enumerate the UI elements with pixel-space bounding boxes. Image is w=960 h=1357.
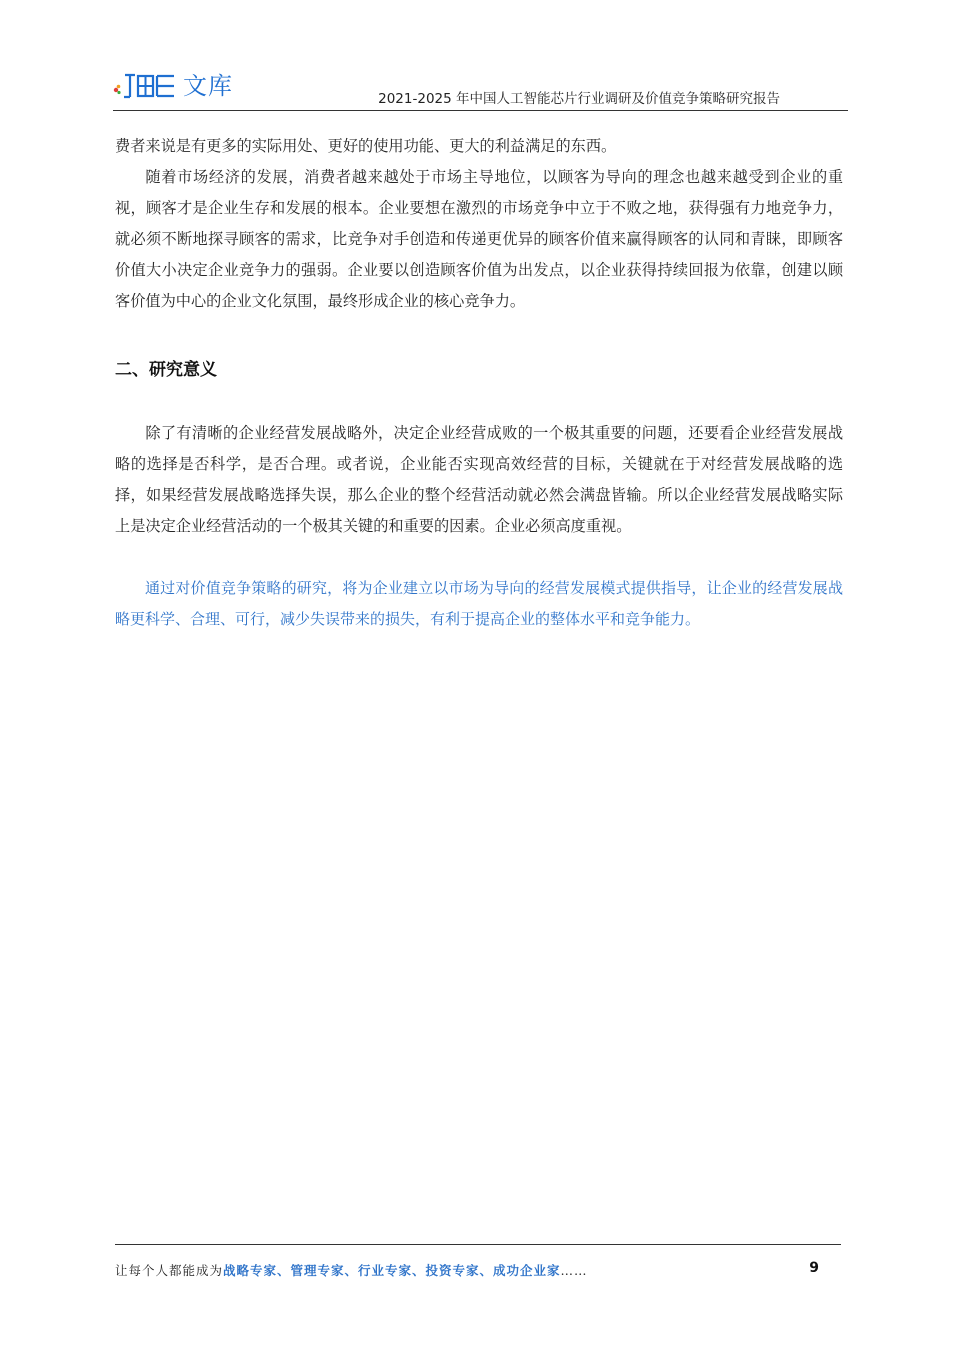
paragraph-customer-value: 随着市场经济的发展，消费者越来越处于市场主导地位，以顾客为导向的理念也越来越受到企业的重视，顾客才是企业生存和发展的根本。企业要想在激烈的市场竞争中立于不败之地，获得强有力地竞争力，就必须不断地探寻顾客的需求，比竞争对手创造和传递更优异的顾客价值来赢得顾客的认同和青睐，即顾客价值大小决定企业竞争力的强弱。企业要以创造顾客价值为出发点，以企业获得持续回报为依靠，创建以顾客价值为中心的企业文化氛围，最终形成企业的核心竞争力。	[115, 168, 843, 310]
paragraph-continuation: 费者来说是有更多的实际用处、更好的使用功能、更大的利益满足的东西。	[115, 137, 617, 155]
footer-slogan	[115, 1261, 588, 1279]
paragraph-strategy: 除了有清晰的企业经营发展战略外，决定企业经营成败的一个极其重要的问题，还要看企业经营发展战略的选择是否科学，是否合理。或者说，企业能否实现高效经营的目标，关键就在于对经营发展战略的选择，如果经营发展战略选择失误，那么企业的整个经营活动就必然会满盘皆输。所以企业经营发展战略实际上是决定企业经营活动的一个极其关键的和重要的因素。企业必须高度重视。	[115, 424, 843, 535]
slogan-prefix: 让每个人都能成为	[115, 1263, 224, 1278]
report-title: 2021-2025 年中国人工智能芯片行业调研及价值竞争策略研究报告	[378, 91, 780, 107]
page-number: 9	[809, 1260, 819, 1276]
document-body	[115, 131, 843, 635]
paragraph-research-significance: 通过对价值竞争策略的研究，将为企业建立以市场为导向的经营发展模式提供指导，让企业的经营发展战略更科学、合理、可行，减少失误带来的损失，有利于提高企业的整体水平和竞争能力。	[115, 579, 843, 628]
slogan-suffix: ……	[560, 1263, 588, 1278]
page-header	[113, 66, 848, 111]
logo-text: 文库	[183, 72, 233, 100]
section-heading: 二、研究意义	[115, 360, 217, 380]
slogan-highlight: 战略专家、管理专家、行业专家、投资专家、成功企业家	[223, 1263, 561, 1278]
logo[interactable]	[113, 68, 233, 104]
page-footer	[115, 1244, 841, 1285]
logo-mark-icon	[113, 71, 177, 101]
